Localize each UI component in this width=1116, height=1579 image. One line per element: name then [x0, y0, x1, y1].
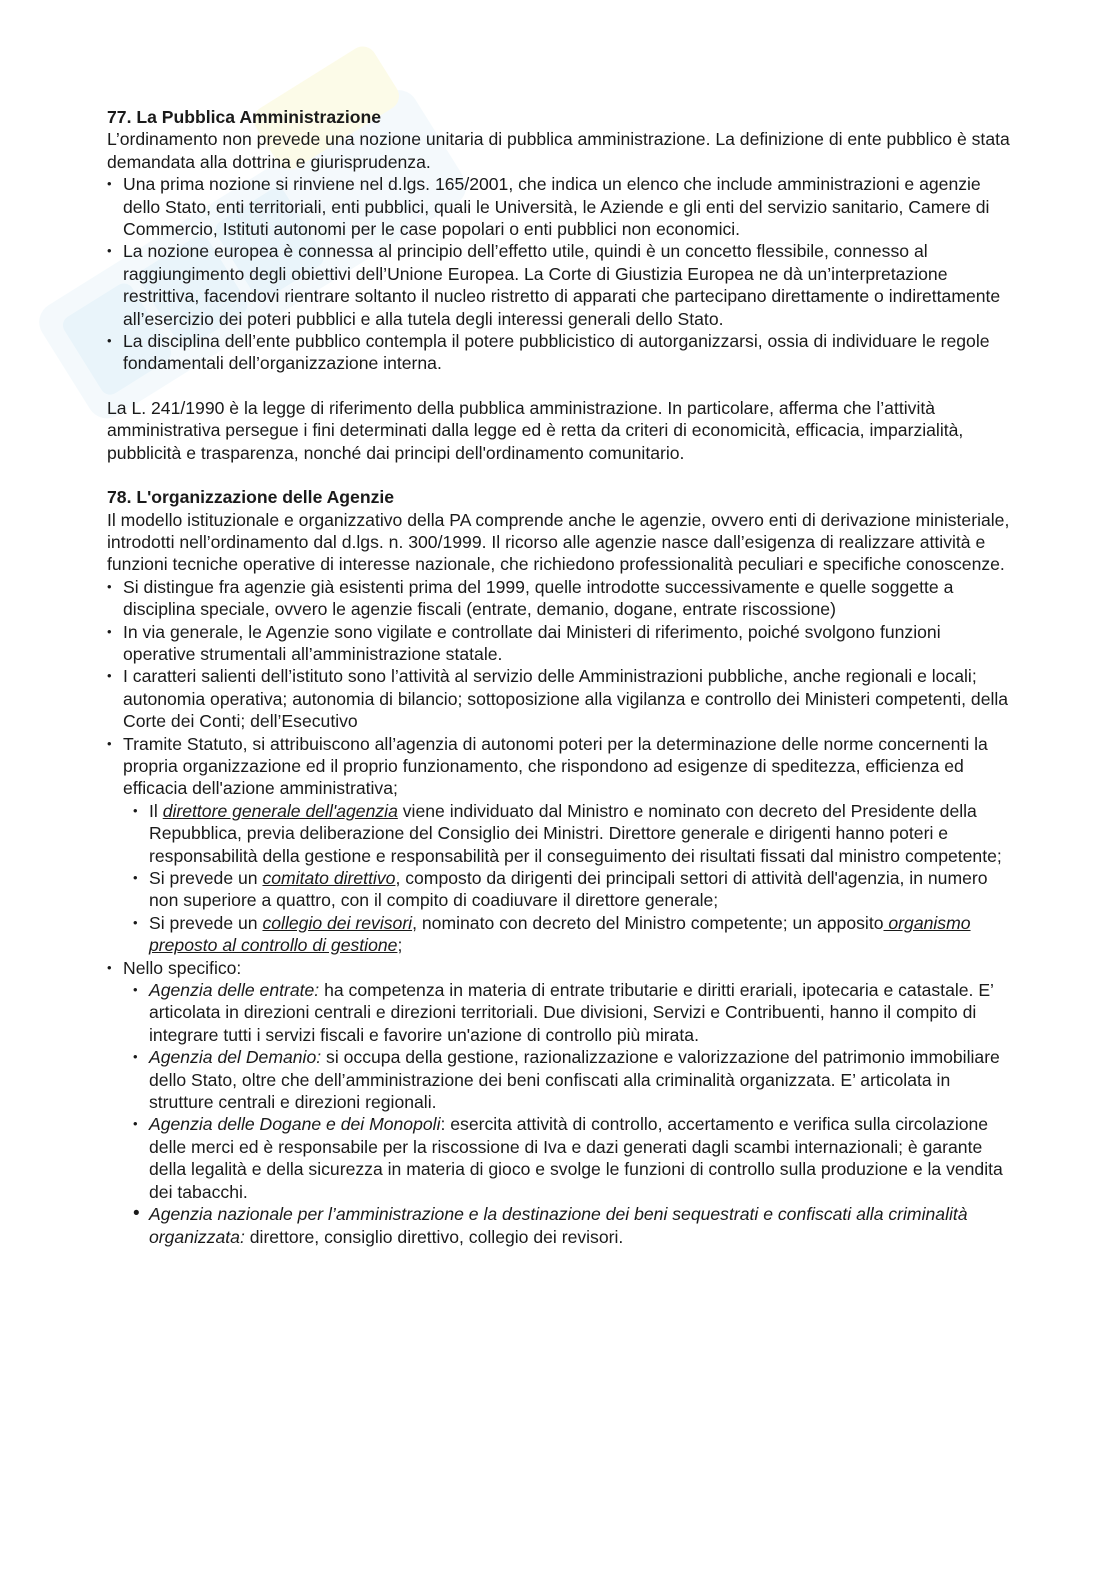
sub-list [107, 979, 1012, 1248]
sub-list-item: • Si prevede un comitato direttivo, composto da dirigenti dei principali settori di attività dell'agenzia, in numero non superiore a quattro, con il compito di coadiuvare il direttore generale; [107, 867, 1012, 912]
list-item [107, 957, 1012, 1248]
sub-list-item: • Il direttore generale dell'agenzia viene individuato dal Ministro e nominato con decreto del Presidente della Repubblica, previa deliberazione del Consiglio dei Ministri. Direttore generale e dirigenti hanno poteri e responsabilità della gestione e responsabilità per il conseguimento dei risultati fissati dal ministro competente; [107, 800, 1012, 867]
sub-list-item: • Agenzia del Demanio: si occupa della gestione, razionalizzazione e valorizzazione del patrimonio immobiliare dello Stato, oltre che dell’amministrazione dei beni confiscati alla criminalità organizzata. E’ articolata in strutture centrali e direzioni regionali. [107, 1046, 1012, 1113]
term-agenzia-entrate: Agenzia delle entrate: [149, 980, 320, 1001]
sub-list-item: • Agenzia delle entrate: ha competenza in materia di entrate tributarie e diritti erariali, ipotecaria e catastale. E’ articolata in direzioni centrali e direzioni territoriali. Due divisioni, Servizi e Contribuenti, hanno il compito di integrare tutti i servizi fiscali e favorire un'azione di controllo più mirata. [107, 979, 1012, 1046]
list-item: • I caratteri salienti dell’istituto sono l’attività al servizio delle Amministrazioni pubbliche, anche regionali e locali; autonomia operativa; autonomia di bilancio; sottoposizione alla vigilanza e controllo dei Ministeri competenti, della Corte dei Conti; dell’Esecutivo [107, 665, 1012, 732]
term-agenzia-demanio: Agenzia del Demanio: [149, 1047, 322, 1068]
list-item-text: Nello specifico: [123, 957, 242, 978]
term-direttore-generale: direttore generale dell'agenzia [162, 800, 398, 821]
list-item-text: Tramite Statuto, si attribuiscono all’agenzia di autonomi poteri per la determinazione delle norme concernenti la propria organizzazione ed il proprio funzionamento, che rispondono ad esigenze di speditezza, efficienza ed efficacia dell'azione amministrativa; [123, 733, 988, 799]
term-comitato-direttivo: comitato direttivo [262, 868, 396, 888]
list-item: • La disciplina dell’ente pubblico contempla il potere pubblicistico di autorganizzarsi, ossia di individuare le regole fondamentali dell’organizzazione interna. [107, 330, 1012, 375]
section-78-intro: Il modello istituzionale e organizzativo della PA comprende anche le agenzie, ovvero enti di derivazione ministeriale, introdotti nell’ordinamento dal d.lgs. n. 300/1999. Il ricorso alle agenzie nasce dall’esigenza di realizzare attività e funzioni tecniche operative di interesse nazionale, che richiedono professionalità peculiari e specifiche conoscenze. [107, 509, 1010, 575]
list-item: • In via generale, le Agenzie sono vigilate e controllate dai Ministeri di riferimento, poiché svolgono funzioni operative strumentali all’amministrazione statale. [107, 621, 1012, 666]
section-77-title: 77. La Pubblica Amministrazione [107, 107, 382, 127]
section-77-list [107, 173, 1012, 375]
sub-list-item: • Si prevede un collegio dei revisori, nominato con decreto del Ministro competente; un apposito organismo preposto al controllo di gestione; [107, 912, 1012, 957]
list-item: • Una prima nozione si rinviene nel d.lgs. 165/2001, che indica un elenco che include amministrazioni e agenzie dello Stato, enti territoriali, enti pubblici, quali le Università, le Aziende e gli enti del servizio sanitario, Camere di Commercio, Istituti autonomi per le case popolari o enti pubblici non economici. [107, 173, 1012, 240]
list-item: • Si distingue fra agenzie già esistenti prima del 1999, quelle introdotte successivamente e quelle soggette a disciplina speciale, ovvero le agenzie fiscali (entrate, demanio, dogane, entrate riscossione) [107, 576, 1012, 621]
section-77-closing: La L. 241/1990 è la legge di riferimento della pubblica amministrazione. In particolare, afferma che l’attività amministrativa persegue i fini determinati dalla legge ed è retta da criteri di economicità, efficacia, imparzialità, pubblicità e trasparenza, nonché dai principi dell'ordinamento comunitario. [107, 397, 964, 463]
sub-list-item: • Agenzia delle Dogane e dei Monopoli: esercita attività di controllo, accertamento e verifica sulla circolazione delle merci ed è responsabile per la riscossione di Iva e dazi generati dagli scambi internazionali; è garante della legalità e della sicurezza in materia di gioco e svolge le funzioni di controllo sulla produzione e la vendita dei tabacchi. [107, 1113, 1012, 1203]
document-page [107, 106, 1012, 1248]
section-77-intro: L’ordinamento non prevede una nozione unitaria di pubblica amministrazione. La definizione di ente pubblico è stata demandata alla dottrina e giurisprudenza. [107, 129, 1010, 172]
sub-list [107, 800, 1012, 957]
section-78-title: 78. L'organizzazione delle Agenzie [107, 487, 395, 508]
section-78-list [107, 576, 1012, 1248]
term-agenzia-beni-confiscati: Agenzia nazionale per l’amministrazione e la destinazione dei beni sequestrati e confiscati alla criminalità organizzata: [149, 1204, 968, 1247]
term-collegio-revisori: collegio dei revisori [262, 912, 413, 933]
term-agenzia-dogane: Agenzia delle Dogane e dei Monopoli [149, 1114, 441, 1135]
term-organismo-controllo: organismo preposto al controllo di gestione [149, 912, 971, 956]
list-item [107, 733, 1012, 957]
list-item: • La nozione europea è connessa al principio dell’effetto utile, quindi è un concetto flessibile, connesso al raggiungimento degli obiettivi dell’Unione Europea. La Corte di Giustizia Europea ne dà un’interpretazione restrittiva, facendovi rientrare soltanto il nucleo ristretto di apparati che partecipano direttamente o indirettamente all’esercizio dei poteri pubblici e alla tutela degli interessi generali dello Stato. [107, 240, 1012, 330]
sub-list-item: • Agenzia nazionale per l’amministrazione e la destinazione dei beni sequestrati e confiscati alla criminalità organizzata: direttore, consiglio direttivo, collegio dei revisori. [107, 1203, 1012, 1248]
